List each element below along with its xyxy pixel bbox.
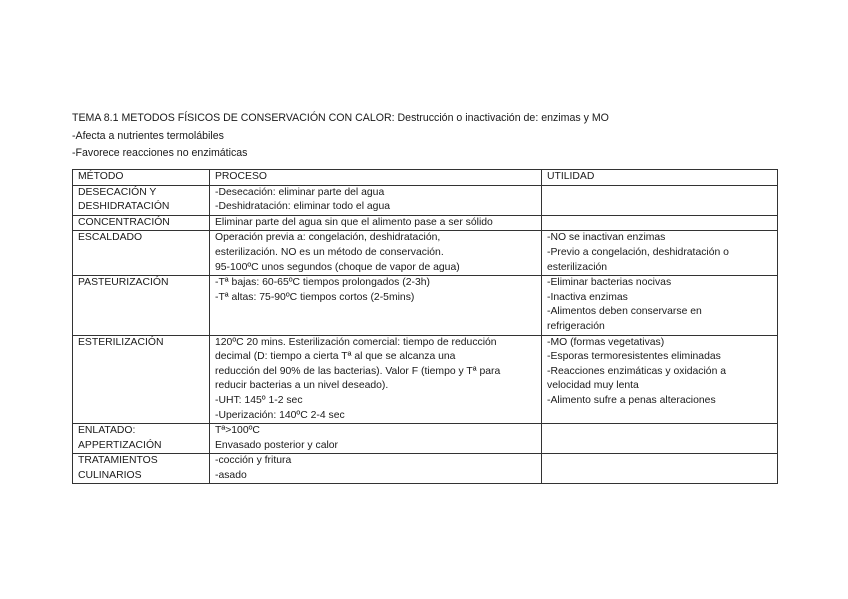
utility-cell-line: -Alimento sufre a penas alteraciones [547, 394, 716, 406]
method-cell-line: CONCENTRACIÓN [78, 216, 170, 228]
process-cell-line: esterilización. NO es un método de conservación. [215, 246, 444, 258]
method-cell-line: TRATAMIENTOS [78, 455, 158, 467]
process-cell-line: 120ºC 20 mins. Esterilización comercial: tiempo de reducción [215, 336, 497, 348]
method-cell-line: CULINARIOS [78, 469, 142, 481]
utility-cell-line: -Alimentos deben conservarse en [547, 306, 702, 318]
process-cell [210, 276, 542, 335]
utility-cell [542, 185, 778, 215]
column-header-process: PROCESO [210, 170, 542, 186]
intro-point: -Favorece reacciones no enzimáticas [72, 147, 248, 159]
utility-cell-line: -Esporas termoresistentes eliminadas [547, 351, 721, 363]
process-cell [210, 454, 542, 484]
method-cell [73, 454, 210, 484]
process-cell-line: reducir bacterias a un nivel deseado). [215, 380, 389, 392]
utility-cell [542, 424, 778, 454]
process-cell-line: -Tª altas: 75-90ºC tiempos cortos (2-5mins) [215, 291, 415, 303]
process-cell [210, 335, 542, 424]
process-cell-line: -cocción y fritura [215, 455, 292, 467]
utility-cell-line: velocidad muy lenta [547, 380, 639, 392]
process-cell-line: 95-100ºC unos segundos (choque de vapor de agua) [215, 261, 460, 273]
utility-cell-line: -MO (formas vegetativas) [547, 336, 665, 348]
process-cell [210, 231, 542, 276]
method-cell-line: ESTERILIZACIÓN [78, 336, 164, 348]
method-cell-line: PASTEURIZACIÓN [78, 277, 169, 289]
method-cell-line: ENLATADO: [78, 425, 136, 437]
process-cell-line: -Deshidratación: eliminar todo el agua [215, 201, 391, 213]
utility-cell-line: -Eliminar bacterias nocivas [547, 277, 672, 289]
process-cell-line: -Desecación: eliminar parte del agua [215, 186, 385, 198]
column-header-method: MÉTODO [73, 170, 210, 186]
table-row [73, 276, 778, 335]
process-cell-line: decimal (D: tiempo a cierta Tª al que se alcanza una [215, 351, 456, 363]
method-cell [73, 424, 210, 454]
method-cell-line: ESCALDADO [78, 232, 143, 244]
table-row [73, 215, 778, 231]
utility-cell [542, 276, 778, 335]
table-header-row [73, 170, 778, 186]
method-cell [73, 276, 210, 335]
table-body [73, 185, 778, 484]
process-cell-line: -Uperización: 140ºC 2-4 sec [215, 409, 345, 421]
method-cell-line: APPERTIZACIÓN [78, 439, 162, 451]
methods-table [72, 169, 778, 484]
method-cell [73, 185, 210, 215]
process-cell-line: -Tª bajas: 60-65ºC tiempos prolongados (2-3h) [215, 277, 430, 289]
table-row [73, 335, 778, 424]
process-cell [210, 215, 542, 231]
column-header-utility: UTILIDAD [542, 170, 778, 186]
table-row [73, 424, 778, 454]
table-row [73, 185, 778, 215]
process-cell-line: reducción del 90% de las bacterias). Valor F (tiempo y Tª para [215, 365, 501, 377]
process-cell-line: Envasado posterior y calor [215, 439, 339, 451]
method-cell [73, 335, 210, 424]
utility-cell-line: -NO se inactivan enzimas [547, 232, 666, 244]
utility-cell-line: esterilización [547, 261, 608, 273]
utility-cell-line: -Inactiva enzimas [547, 291, 628, 303]
intro-point: -Afecta a nutrientes termolábiles [72, 129, 224, 142]
utility-cell [542, 454, 778, 484]
process-cell-line: Operación previa a: congelación, deshidratación, [215, 232, 441, 244]
utility-cell-line: -Previo a congelación, deshidratación o [547, 246, 729, 258]
utility-cell [542, 231, 778, 276]
process-cell-line: -asado [215, 469, 247, 481]
process-cell-line: -UHT: 145º 1-2 sec [215, 394, 303, 406]
process-cell-line: Eliminar parte del agua sin que el alimento pase a ser sólido [215, 216, 493, 228]
table-row [73, 454, 778, 484]
table-row [73, 231, 778, 276]
method-cell-line: DESHIDRATACIÓN [78, 201, 170, 213]
process-cell [210, 185, 542, 215]
method-cell-line: DESECACIÓN Y [78, 186, 157, 198]
utility-cell [542, 215, 778, 231]
process-cell-line: Tª>100ºC [215, 425, 260, 437]
method-cell [73, 215, 210, 231]
utility-cell-line: -Reacciones enzimáticas y oxidación a [547, 365, 727, 377]
utility-cell [542, 335, 778, 424]
utility-cell-line: refrigeración [547, 320, 605, 332]
intro-block [72, 110, 792, 163]
process-cell [210, 424, 542, 454]
method-cell [73, 231, 210, 276]
document-title: TEMA 8.1 METODOS FÍSICOS DE CONSERVACIÓN CON CALOR: Destrucción o inactivación de: enzimas y MO [72, 112, 609, 124]
